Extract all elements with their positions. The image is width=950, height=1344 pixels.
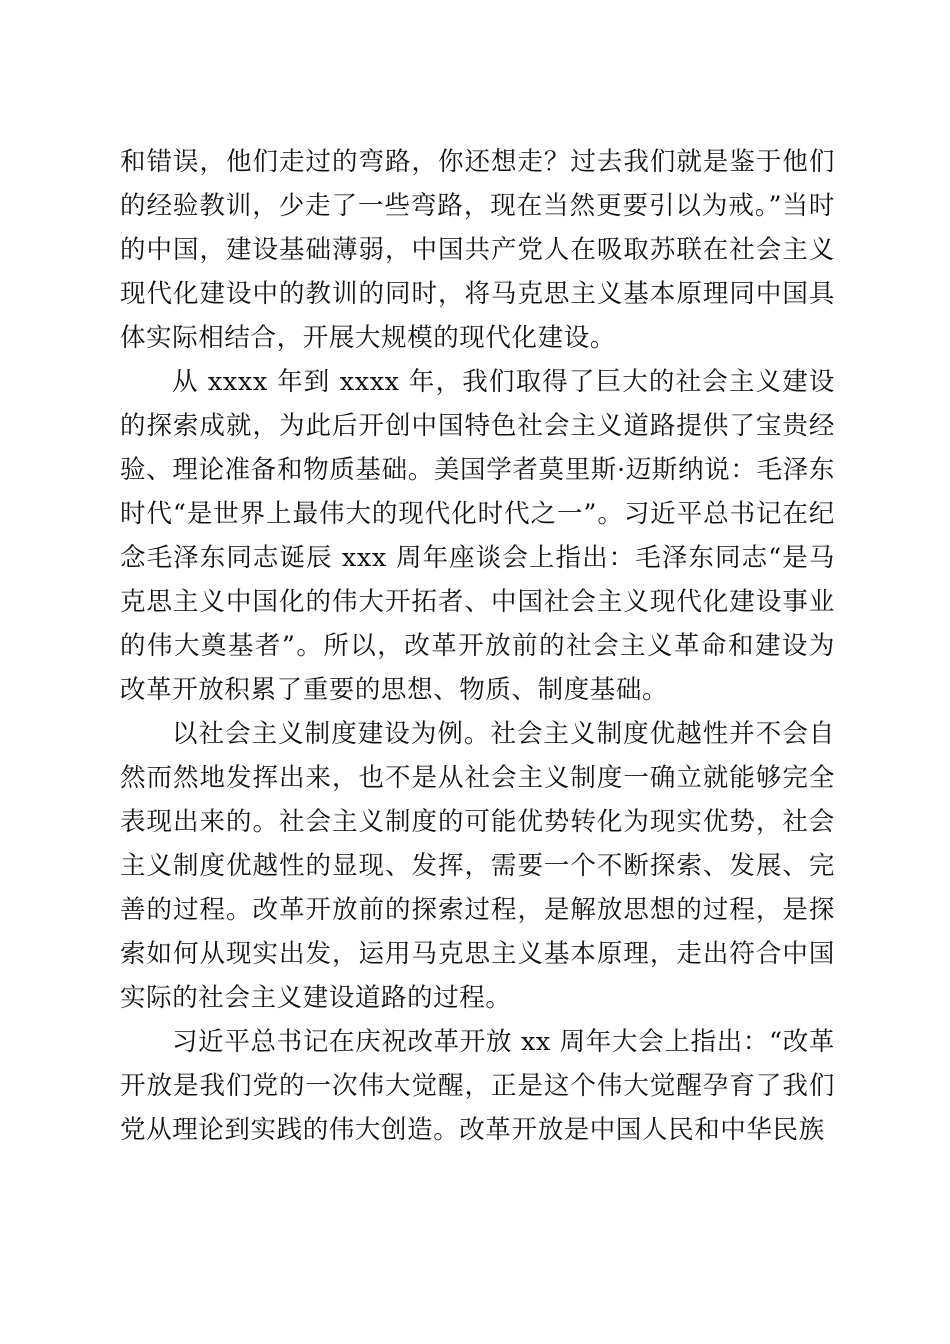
paragraph: 从 xxxx 年到 xxxx 年，我们取得了巨大的社会主义建设的探索成就，为此后开创中国特色社会主义道路提供了宝贵经验、理论准备和物质基础。美国学者莫里斯·迈斯纳说：毛泽东时代“是世界上最伟大的现代化时代之一”。习近平总书记在纪念毛泽东同志诞辰 xxx 周年座谈会上指出：毛泽东同志“是马克思主义中国化的伟大开拓者、中国社会主义现代化建设事业的伟大奠基者”。所以，改革开放前的社会主义革命和建设为改革开放积累了重要的思想、物质、制度基础。	[120, 367, 835, 705]
paragraph: 以社会主义制度建设为例。社会主义制度优越性并不会自然而然地发挥出来，也不是从社会主义制度一确立就能够完全表现出来的。社会主义制度的可能优势转化为现实优势，社会主义制度优越性的显现、发挥，需要一个不断探索、发展、完善的过程。改革开放前的探索过程，是解放思想的过程，是探索如何从现实出发，运用马克思主义基本原理，走出符合中国实际的社会主义建设道路的过程。	[120, 719, 835, 1013]
document-body	[120, 140, 835, 1152]
paragraph-continued: 和错误，他们走过的弯路，你还想走？过去我们就是鉴于他们的经验教训，少走了一些弯路，现在当然更要引以为戒。”当时的中国，建设基础薄弱，中国共产党人在吸取苏联在社会主义现代化建设中的教训的同时，将马克思主义基本原理同中国具体实际相结合，开展大规模的现代化建设。	[120, 147, 835, 353]
paragraph: 习近平总书记在庆祝改革开放 xx 周年大会上指出：“改革开放是我们党的一次伟大觉醒，正是这个伟大觉醒孕育了我们党从理论到实践的伟大创造。改革开放是中国人民和中华民族	[120, 1027, 835, 1145]
